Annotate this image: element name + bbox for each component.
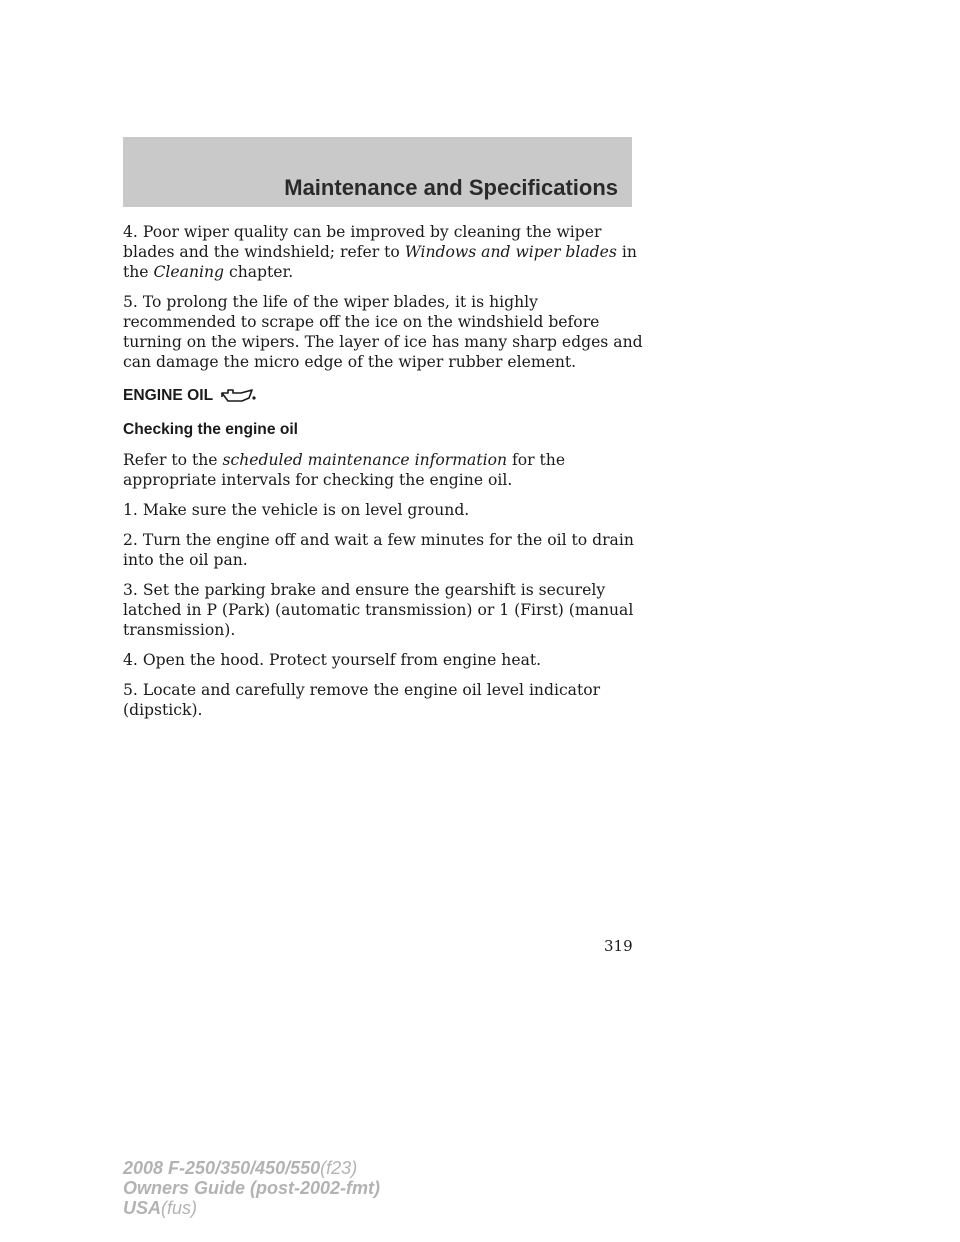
reference-windows-wiper-blades: Windows and wiper blades xyxy=(404,243,617,261)
page-content xyxy=(123,222,643,730)
paragraph-text: Refer to the xyxy=(123,451,223,469)
section-heading-engine-oil xyxy=(123,386,643,406)
footer-model-code: (f23) xyxy=(320,1158,358,1178)
step-2: 2. Turn the engine off and wait a few minutes for the oil to drain into the oil pan. xyxy=(123,531,634,569)
step-1: 1. Make sure the vehicle is on level ground. xyxy=(123,501,470,519)
footer-guide: Owners Guide (post-2002-fmt) xyxy=(123,1178,381,1198)
step-3: 3. Set the parking brake and ensure the gearshift is securely latched in P (Park) (automatic transmission) or 1 (First) (manual transmission). xyxy=(123,581,634,639)
paragraph-refer-schedule xyxy=(123,450,643,490)
paragraph-text: in the xyxy=(123,243,637,281)
paragraph-wiper-quality xyxy=(123,222,643,282)
reference-scheduled-maintenance: scheduled maintenance information xyxy=(222,451,508,469)
chapter-title: Maintenance and Specifications xyxy=(284,175,618,200)
paragraph-text: chapter. xyxy=(224,263,294,281)
paragraph-text: 4. Poor wiper quality can be improved by cleaning the wiper blades and the windshield; refer to xyxy=(123,223,602,261)
footer-line-2 xyxy=(123,1178,380,1198)
document-footer xyxy=(123,1158,380,1218)
subsection-heading: Checking the engine oil xyxy=(123,421,299,438)
footer-line-1 xyxy=(123,1158,380,1178)
section-title: ENGINE OIL xyxy=(123,387,214,404)
footer-region: USA xyxy=(123,1198,162,1218)
oil-can-icon xyxy=(219,386,257,406)
footer-model: 2008 F-250/350/450/550 xyxy=(123,1158,321,1178)
paragraph-wiper-life: 5. To prolong the life of the wiper blades, it is highly recommended to scrape off the ice on the windshield before turning on the wipers. The layer of ice has many sharp edges and can damage the micro edge of the wiper rubber element. xyxy=(123,293,643,371)
step-5: 5. Locate and carefully remove the engine oil level indicator (dipstick). xyxy=(123,681,601,719)
chapter-header-band xyxy=(123,137,632,207)
footer-region-code: (fus) xyxy=(161,1198,198,1218)
paragraph-text: for the appropriate intervals for checking the engine oil. xyxy=(123,451,566,489)
reference-cleaning-chapter: Cleaning xyxy=(153,263,224,281)
footer-line-3 xyxy=(123,1198,380,1218)
step-4: 4. Open the hood. Protect yourself from engine heat. xyxy=(123,651,542,669)
page-number: 319 xyxy=(604,937,633,955)
